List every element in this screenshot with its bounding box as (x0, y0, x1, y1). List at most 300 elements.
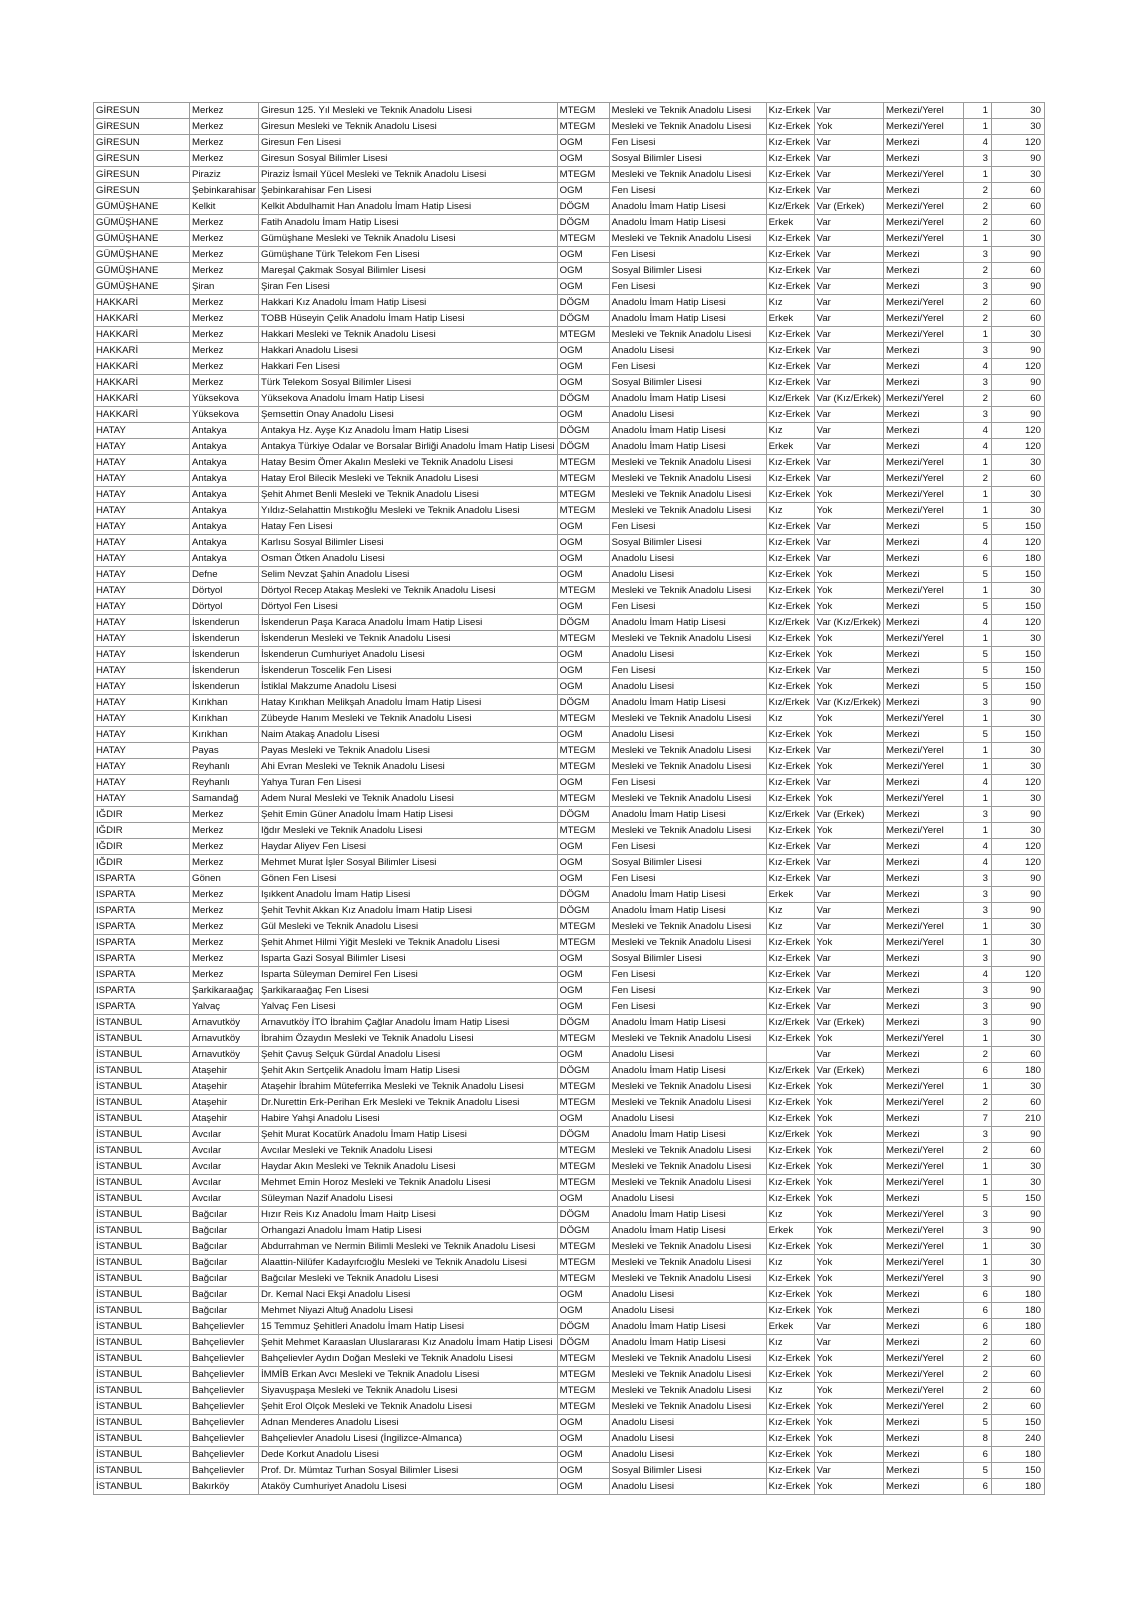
table-row (94, 135, 1045, 151)
boarding-cell: Yok (814, 1447, 883, 1463)
unit-cell: OGM (557, 727, 609, 743)
il-cell: İSTANBUL (94, 1319, 190, 1335)
class-count-cell: 2 (963, 1367, 991, 1383)
unit-cell: OGM (557, 279, 609, 295)
quota-cell: 120 (991, 855, 1044, 871)
il-cell: GİRESUN (94, 103, 190, 119)
ilce-cell: Bahçelievler (190, 1463, 259, 1479)
boarding-cell: Yok (814, 1079, 883, 1095)
placement-cell: Merkezi/Yerel (883, 1175, 963, 1191)
school-type-cell: Anadolu İmam Hatip Lisesi (609, 1223, 766, 1239)
ilce-cell: Antakya (190, 503, 259, 519)
table-row (94, 1319, 1045, 1335)
placement-cell: Merkezi (883, 1479, 963, 1495)
gender-cell: Kız-Erkek (766, 263, 814, 279)
quota-cell: 240 (991, 1431, 1044, 1447)
table-row (94, 439, 1045, 455)
il-cell: HATAY (94, 455, 190, 471)
il-cell: İSTANBUL (94, 1159, 190, 1175)
il-cell: HATAY (94, 695, 190, 711)
table-row (94, 887, 1045, 903)
ilce-cell: Ataşehir (190, 1063, 259, 1079)
table-row (94, 791, 1045, 807)
school-name-cell: Hakkari Anadolu Lisesi (259, 343, 558, 359)
boarding-cell: Var (814, 1047, 883, 1063)
school-name-cell: Orhangazi Anadolu İmam Hatip Lisesi (259, 1223, 558, 1239)
ilce-cell: Merkez (190, 919, 259, 935)
placement-cell: Merkezi/Yerel (883, 1271, 963, 1287)
class-count-cell: 6 (963, 1303, 991, 1319)
boarding-cell: Var (814, 311, 883, 327)
school-type-cell: Fen Lisesi (609, 999, 766, 1015)
class-count-cell: 2 (963, 263, 991, 279)
table-row (94, 471, 1045, 487)
gender-cell: Kız-Erkek (766, 103, 814, 119)
gender-cell: Kız-Erkek (766, 631, 814, 647)
ilce-cell: Reyhanlı (190, 775, 259, 791)
unit-cell: MTEGM (557, 1399, 609, 1415)
gender-cell: Kız-Erkek (766, 983, 814, 999)
unit-cell: OGM (557, 407, 609, 423)
boarding-cell: Yok (814, 1287, 883, 1303)
boarding-cell: Var (814, 839, 883, 855)
school-name-cell: Giresun Fen Lisesi (259, 135, 558, 151)
quota-cell: 150 (991, 1463, 1044, 1479)
placement-cell: Merkezi (883, 775, 963, 791)
table-row (94, 903, 1045, 919)
quota-cell: 30 (991, 503, 1044, 519)
school-name-cell: Şehit Çavuş Selçuk Gürdal Anadolu Lisesi (259, 1047, 558, 1063)
quota-cell: 150 (991, 679, 1044, 695)
class-count-cell: 3 (963, 151, 991, 167)
school-type-cell: Fen Lisesi (609, 599, 766, 615)
table-row (94, 279, 1045, 295)
school-name-cell: Ataşehir İbrahim Müteferrika Mesleki ve Teknik Anadolu Lisesi (259, 1079, 558, 1095)
school-type-cell: Anadolu İmam Hatip Lisesi (609, 695, 766, 711)
school-type-cell: Anadolu İmam Hatip Lisesi (609, 1127, 766, 1143)
table-row (94, 1143, 1045, 1159)
quota-cell: 120 (991, 439, 1044, 455)
school-type-cell: Mesleki ve Teknik Anadolu Lisesi (609, 583, 766, 599)
class-count-cell: 5 (963, 1415, 991, 1431)
school-type-cell: Mesleki ve Teknik Anadolu Lisesi (609, 103, 766, 119)
unit-cell: MTEGM (557, 1351, 609, 1367)
class-count-cell: 1 (963, 1031, 991, 1047)
placement-cell: Merkezi (883, 727, 963, 743)
school-type-cell: Fen Lisesi (609, 519, 766, 535)
gender-cell: Kız-Erkek (766, 1159, 814, 1175)
placement-cell: Merkezi (883, 967, 963, 983)
unit-cell: OGM (557, 567, 609, 583)
school-name-cell: Siyavuşpaşa Mesleki ve Teknik Anadolu Lisesi (259, 1383, 558, 1399)
table-row (94, 343, 1045, 359)
school-type-cell: Mesleki ve Teknik Anadolu Lisesi (609, 167, 766, 183)
placement-cell: Merkezi (883, 359, 963, 375)
unit-cell: MTEGM (557, 1031, 609, 1047)
class-count-cell: 3 (963, 1207, 991, 1223)
boarding-cell: Var (814, 167, 883, 183)
placement-cell: Merkezi/Yerel (883, 583, 963, 599)
ilce-cell: Bahçelievler (190, 1415, 259, 1431)
school-type-cell: Anadolu Lisesi (609, 1479, 766, 1495)
ilce-cell: Bahçelievler (190, 1367, 259, 1383)
unit-cell: DÖGM (557, 439, 609, 455)
ilce-cell: Antakya (190, 551, 259, 567)
il-cell: İSTANBUL (94, 1255, 190, 1271)
class-count-cell: 3 (963, 279, 991, 295)
il-cell: HAKKARİ (94, 407, 190, 423)
unit-cell: MTEGM (557, 1143, 609, 1159)
placement-cell: Merkezi (883, 647, 963, 663)
boarding-cell: Var (814, 1319, 883, 1335)
placement-cell: Merkezi (883, 1431, 963, 1447)
placement-cell: Merkezi (883, 1047, 963, 1063)
gender-cell: Kız-Erkek (766, 327, 814, 343)
table-row (94, 759, 1045, 775)
il-cell: İSTANBUL (94, 1239, 190, 1255)
school-type-cell: Anadolu Lisesi (609, 1447, 766, 1463)
boarding-cell: Var (814, 743, 883, 759)
school-name-cell: Giresun Mesleki ve Teknik Anadolu Lisesi (259, 119, 558, 135)
school-name-cell: Işıkkent Anadolu İmam Hatip Lisesi (259, 887, 558, 903)
school-type-cell: Fen Lisesi (609, 839, 766, 855)
placement-cell: Merkezi/Yerel (883, 199, 963, 215)
school-name-cell: İskenderun Paşa Karaca Anadolu İmam Hatip Lisesi (259, 615, 558, 631)
school-type-cell: Anadolu Lisesi (609, 1111, 766, 1127)
unit-cell: OGM (557, 775, 609, 791)
ilce-cell: Antakya (190, 423, 259, 439)
quota-cell: 120 (991, 775, 1044, 791)
class-count-cell: 4 (963, 359, 991, 375)
boarding-cell: Var (Erkek) (814, 199, 883, 215)
quota-cell: 90 (991, 903, 1044, 919)
ilce-cell: Avcılar (190, 1127, 259, 1143)
boarding-cell: Yok (814, 1175, 883, 1191)
unit-cell: OGM (557, 1431, 609, 1447)
unit-cell: DÖGM (557, 295, 609, 311)
il-cell: HATAY (94, 423, 190, 439)
school-type-cell: Anadolu Lisesi (609, 1191, 766, 1207)
boarding-cell: Var (Erkek) (814, 1015, 883, 1031)
class-count-cell: 6 (963, 1287, 991, 1303)
il-cell: İSTANBUL (94, 1303, 190, 1319)
placement-cell: Merkezi/Yerel (883, 487, 963, 503)
quota-cell: 120 (991, 135, 1044, 151)
ilce-cell: Merkez (190, 951, 259, 967)
quota-cell: 120 (991, 839, 1044, 855)
quota-cell: 90 (991, 1223, 1044, 1239)
gender-cell: Kız/Erkek (766, 695, 814, 711)
class-count-cell: 3 (963, 375, 991, 391)
school-type-cell: Anadolu Lisesi (609, 1287, 766, 1303)
il-cell: GİRESUN (94, 167, 190, 183)
school-name-cell: Hakkari Kız Anadolu İmam Hatip Lisesi (259, 295, 558, 311)
placement-cell: Merkezi (883, 439, 963, 455)
class-count-cell: 8 (963, 1431, 991, 1447)
boarding-cell: Var (814, 295, 883, 311)
placement-cell: Merkezi/Yerel (883, 311, 963, 327)
class-count-cell: 1 (963, 503, 991, 519)
quota-cell: 30 (991, 1255, 1044, 1271)
il-cell: İSTANBUL (94, 1287, 190, 1303)
school-type-cell: Mesleki ve Teknik Anadolu Lisesi (609, 711, 766, 727)
unit-cell: OGM (557, 855, 609, 871)
ilce-cell: Bağcılar (190, 1223, 259, 1239)
boarding-cell: Var (814, 999, 883, 1015)
class-count-cell: 1 (963, 759, 991, 775)
school-name-cell: Hakkari Mesleki ve Teknik Anadolu Lisesi (259, 327, 558, 343)
placement-cell: Merkezi/Yerel (883, 1143, 963, 1159)
school-name-cell: Zübeyde Hanım Mesleki ve Teknik Anadolu Lisesi (259, 711, 558, 727)
unit-cell: MTEGM (557, 1079, 609, 1095)
school-name-cell: Payas Mesleki ve Teknik Anadolu Lisesi (259, 743, 558, 759)
school-name-cell: Dörtyol Recep Atakaş Mesleki ve Teknik Anadolu Lisesi (259, 583, 558, 599)
unit-cell: DÖGM (557, 615, 609, 631)
boarding-cell: Var (814, 903, 883, 919)
placement-cell: Merkezi (883, 535, 963, 551)
placement-cell: Merkezi/Yerel (883, 1207, 963, 1223)
boarding-cell: Var (814, 103, 883, 119)
unit-cell: DÖGM (557, 1207, 609, 1223)
placement-cell: Merkezi (883, 1415, 963, 1431)
school-type-cell: Anadolu Lisesi (609, 1431, 766, 1447)
class-count-cell: 5 (963, 679, 991, 695)
placement-cell: Merkezi (883, 423, 963, 439)
placement-cell: Merkezi/Yerel (883, 711, 963, 727)
table-row (94, 183, 1045, 199)
quota-cell: 180 (991, 551, 1044, 567)
school-type-cell: Mesleki ve Teknik Anadolu Lisesi (609, 631, 766, 647)
boarding-cell: Var (814, 775, 883, 791)
il-cell: IĞDIR (94, 839, 190, 855)
il-cell: HATAY (94, 551, 190, 567)
quota-cell: 90 (991, 999, 1044, 1015)
unit-cell: MTEGM (557, 327, 609, 343)
boarding-cell: Var (814, 279, 883, 295)
school-type-cell: Mesleki ve Teknik Anadolu Lisesi (609, 1255, 766, 1271)
ilce-cell: Merkez (190, 295, 259, 311)
gender-cell: Kız-Erkek (766, 455, 814, 471)
placement-cell: Merkezi (883, 263, 963, 279)
gender-cell: Kız-Erkek (766, 359, 814, 375)
gender-cell: Kız-Erkek (766, 231, 814, 247)
il-cell: İSTANBUL (94, 1415, 190, 1431)
placement-cell: Merkezi (883, 375, 963, 391)
boarding-cell: Yok (814, 727, 883, 743)
school-name-cell: Antakya Türkiye Odalar ve Borsalar Birliği Anadolu İmam Hatip Lisesi (259, 439, 558, 455)
school-name-cell: Fatih Anadolu İmam Hatip Lisesi (259, 215, 558, 231)
school-name-cell: Adem Nural Mesleki ve Teknik Anadolu Lisesi (259, 791, 558, 807)
school-type-cell: Anadolu Lisesi (609, 647, 766, 663)
placement-cell: Merkezi (883, 183, 963, 199)
quota-cell: 90 (991, 407, 1044, 423)
school-name-cell: İbrahim Özaydın Mesleki ve Teknik Anadolu Lisesi (259, 1031, 558, 1047)
table-row (94, 535, 1045, 551)
gender-cell: Kız-Erkek (766, 167, 814, 183)
unit-cell: MTEGM (557, 1271, 609, 1287)
school-name-cell: Avcılar Mesleki ve Teknik Anadolu Lisesi (259, 1143, 558, 1159)
table-row (94, 631, 1045, 647)
gender-cell: Kız-Erkek (766, 279, 814, 295)
gender-cell: Kız-Erkek (766, 1479, 814, 1495)
il-cell: GÜMÜŞHANE (94, 263, 190, 279)
placement-cell: Merkezi (883, 615, 963, 631)
unit-cell: OGM (557, 135, 609, 151)
placement-cell: Merkezi (883, 871, 963, 887)
class-count-cell: 1 (963, 791, 991, 807)
ilce-cell: Merkez (190, 855, 259, 871)
class-count-cell: 1 (963, 487, 991, 503)
ilce-cell: Avcılar (190, 1191, 259, 1207)
table-row (94, 1159, 1045, 1175)
unit-cell: MTEGM (557, 935, 609, 951)
school-name-cell: Bahçelievler Anadolu Lisesi (İngilizce-Almanca) (259, 1431, 558, 1447)
boarding-cell: Yok (814, 567, 883, 583)
school-name-cell: Dörtyol Fen Lisesi (259, 599, 558, 615)
quota-cell: 60 (991, 263, 1044, 279)
ilce-cell: Piraziz (190, 167, 259, 183)
school-name-cell: Şehit Murat Kocatürk Anadolu İmam Hatip Lisesi (259, 1127, 558, 1143)
school-type-cell: Fen Lisesi (609, 871, 766, 887)
table-row (94, 295, 1045, 311)
unit-cell: OGM (557, 359, 609, 375)
school-name-cell: Süleyman Nazif Anadolu Lisesi (259, 1191, 558, 1207)
quota-cell: 90 (991, 1015, 1044, 1031)
table-row (94, 1191, 1045, 1207)
gender-cell: Kız-Erkek (766, 871, 814, 887)
boarding-cell: Var (814, 247, 883, 263)
school-name-cell: Hatay Fen Lisesi (259, 519, 558, 535)
il-cell: HATAY (94, 711, 190, 727)
boarding-cell: Yok (814, 1111, 883, 1127)
il-cell: GÜMÜŞHANE (94, 199, 190, 215)
school-type-cell: Anadolu İmam Hatip Lisesi (609, 1015, 766, 1031)
boarding-cell: Var (814, 359, 883, 375)
school-type-cell: Fen Lisesi (609, 183, 766, 199)
boarding-cell: Var (814, 951, 883, 967)
placement-cell: Merkezi/Yerel (883, 823, 963, 839)
unit-cell: OGM (557, 983, 609, 999)
il-cell: İSTANBUL (94, 1111, 190, 1127)
ilce-cell: Bağcılar (190, 1255, 259, 1271)
il-cell: ISPARTA (94, 903, 190, 919)
quota-cell: 180 (991, 1063, 1044, 1079)
gender-cell: Kız-Erkek (766, 1079, 814, 1095)
school-name-cell: Giresun Sosyal Bilimler Lisesi (259, 151, 558, 167)
unit-cell: OGM (557, 1111, 609, 1127)
quota-cell: 30 (991, 103, 1044, 119)
table-row (94, 711, 1045, 727)
class-count-cell: 2 (963, 1095, 991, 1111)
placement-cell: Merkezi (883, 983, 963, 999)
table-row (94, 1351, 1045, 1367)
ilce-cell: Merkez (190, 103, 259, 119)
il-cell: ISPARTA (94, 935, 190, 951)
class-count-cell: 5 (963, 1191, 991, 1207)
quota-cell: 150 (991, 567, 1044, 583)
il-cell: İSTANBUL (94, 1191, 190, 1207)
unit-cell: OGM (557, 1415, 609, 1431)
school-type-cell: Sosyal Bilimler Lisesi (609, 1463, 766, 1479)
il-cell: İSTANBUL (94, 1207, 190, 1223)
table-row (94, 1095, 1045, 1111)
table-row (94, 1415, 1045, 1431)
unit-cell: DÖGM (557, 391, 609, 407)
school-name-cell: TOBB Hüseyin Çelik Anadolu İmam Hatip Lisesi (259, 311, 558, 327)
class-count-cell: 1 (963, 631, 991, 647)
il-cell: HATAY (94, 663, 190, 679)
boarding-cell: Yok (814, 1415, 883, 1431)
table-body (94, 103, 1045, 1495)
boarding-cell: Yok (814, 1479, 883, 1495)
placement-cell: Merkezi (883, 679, 963, 695)
table-row (94, 311, 1045, 327)
table-row (94, 679, 1045, 695)
table-row (94, 743, 1045, 759)
table-row (94, 167, 1045, 183)
class-count-cell: 1 (963, 1175, 991, 1191)
placement-cell: Merkezi (883, 151, 963, 167)
gender-cell: Erkek (766, 1319, 814, 1335)
il-cell: İSTANBUL (94, 1431, 190, 1447)
quota-cell: 90 (991, 247, 1044, 263)
school-type-cell: Mesleki ve Teknik Anadolu Lisesi (609, 1271, 766, 1287)
school-name-cell: Isparta Süleyman Demirel Fen Lisesi (259, 967, 558, 983)
school-type-cell: Anadolu İmam Hatip Lisesi (609, 391, 766, 407)
table-row (94, 615, 1045, 631)
school-type-cell: Fen Lisesi (609, 135, 766, 151)
table-row (94, 1079, 1045, 1095)
boarding-cell: Yok (814, 1207, 883, 1223)
class-count-cell: 5 (963, 567, 991, 583)
gender-cell: Kız-Erkek (766, 775, 814, 791)
class-count-cell: 5 (963, 663, 991, 679)
il-cell: İSTANBUL (94, 1143, 190, 1159)
quota-cell: 30 (991, 231, 1044, 247)
il-cell: İSTANBUL (94, 1383, 190, 1399)
class-count-cell: 3 (963, 807, 991, 823)
school-type-cell: Mesleki ve Teknik Anadolu Lisesi (609, 919, 766, 935)
gender-cell: Kız-Erkek (766, 1351, 814, 1367)
table-row (94, 695, 1045, 711)
school-type-cell: Anadolu İmam Hatip Lisesi (609, 807, 766, 823)
unit-cell: OGM (557, 951, 609, 967)
gender-cell: Kız-Erkek (766, 1399, 814, 1415)
school-name-cell: Antakya Hz. Ayşe Kız Anadolu İmam Hatip Lisesi (259, 423, 558, 439)
boarding-cell: Yok (814, 1223, 883, 1239)
class-count-cell: 4 (963, 615, 991, 631)
gender-cell: Kız (766, 1335, 814, 1351)
school-type-cell: Mesleki ve Teknik Anadolu Lisesi (609, 1095, 766, 1111)
school-type-cell: Anadolu Lisesi (609, 1415, 766, 1431)
table-row (94, 1047, 1045, 1063)
school-type-cell: Fen Lisesi (609, 967, 766, 983)
school-name-cell: Dr. Kemal Naci Ekşi Anadolu Lisesi (259, 1287, 558, 1303)
gender-cell: Kız-Erkek (766, 727, 814, 743)
gender-cell: Kız-Erkek (766, 951, 814, 967)
unit-cell: MTEGM (557, 759, 609, 775)
table-row (94, 1015, 1045, 1031)
table-row (94, 487, 1045, 503)
unit-cell: DÖGM (557, 695, 609, 711)
quota-cell: 120 (991, 535, 1044, 551)
boarding-cell: Var (814, 183, 883, 199)
gender-cell: Kız-Erkek (766, 967, 814, 983)
gender-cell: Kız-Erkek (766, 343, 814, 359)
il-cell: İSTANBUL (94, 1127, 190, 1143)
il-cell: GÜMÜŞHANE (94, 215, 190, 231)
placement-cell: Merkezi (883, 135, 963, 151)
